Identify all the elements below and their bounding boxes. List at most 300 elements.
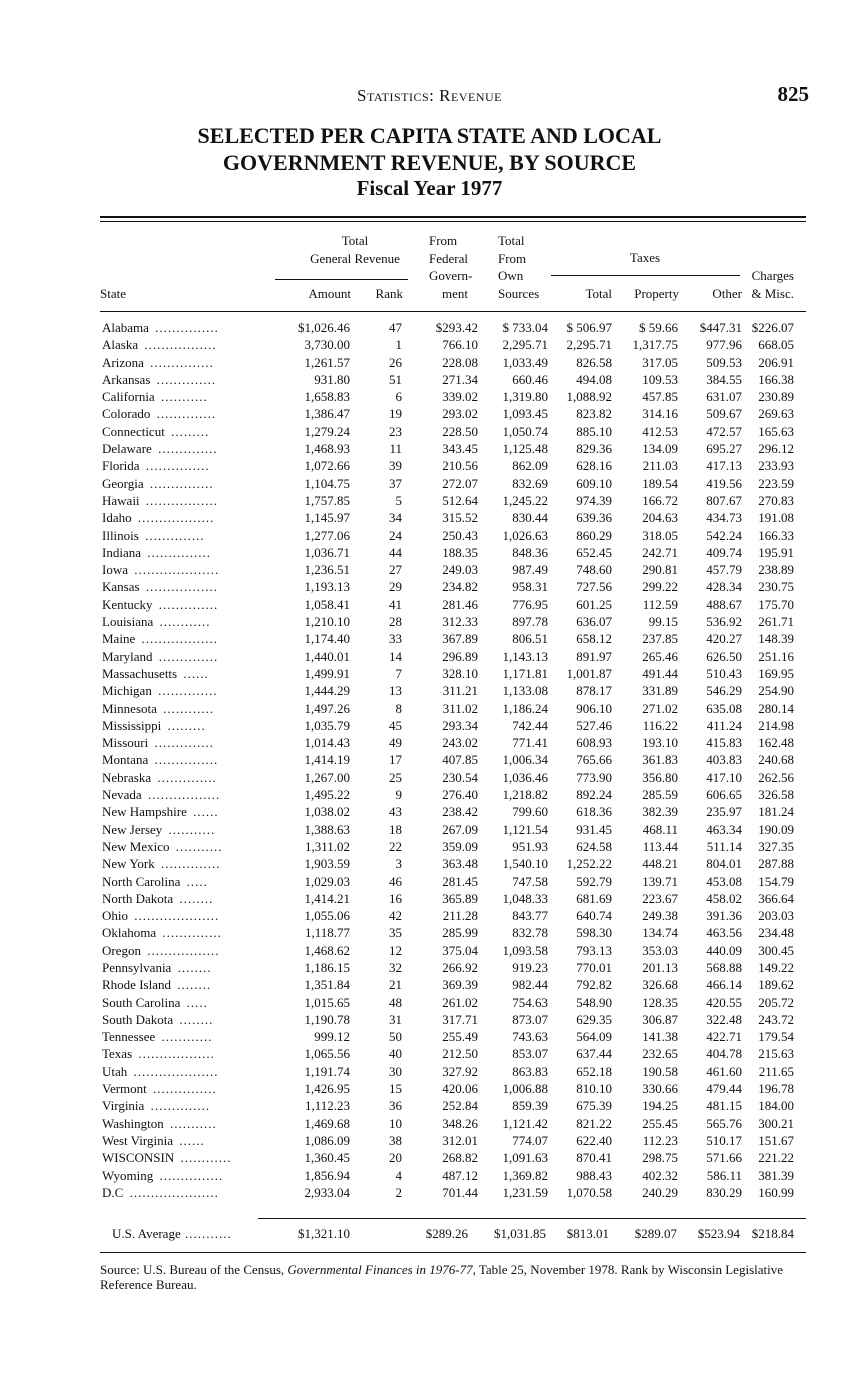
table-cell-federal: 328.10 [442, 665, 478, 681]
table-cell-federal: 296.89 [442, 648, 478, 664]
table-cell-tax-total: 829.36 [576, 441, 612, 457]
table-cell-property: 448.21 [642, 856, 678, 872]
table-cell-amount: 1,856.94 [304, 1167, 350, 1183]
table-cell-other: 409.74 [706, 544, 742, 560]
table-cell-charges: 196.78 [758, 1081, 794, 1097]
table-cell-other: 511.14 [706, 838, 742, 854]
table-cell-own: 771.41 [512, 735, 548, 751]
average-rule [258, 1218, 806, 1219]
table-cell-amount: 1,388.63 [304, 821, 350, 837]
table-row-state: Alaska ................. [102, 337, 217, 353]
table-cell-rank: 12 [389, 942, 402, 958]
table-cell-charges: 162.48 [758, 735, 794, 751]
table-cell-own: 774.07 [512, 1132, 548, 1148]
table-cell-amount: 1,444.29 [304, 683, 350, 699]
table-cell-property: 298.75 [642, 1150, 678, 1166]
table-cell-property: 361.83 [642, 752, 678, 768]
table-cell-other: 586.11 [706, 1167, 742, 1183]
table-cell-amount: 1,065.56 [304, 1046, 350, 1062]
table-cell-rank: 8 [395, 700, 402, 716]
table-cell-amount: 1,072.66 [304, 458, 350, 474]
table-cell-federal: 359.09 [442, 838, 478, 854]
table-cell-other: 571.66 [706, 1150, 742, 1166]
table-cell-other: 420.27 [706, 631, 742, 647]
table-cell-rank: 43 [389, 804, 402, 820]
table-cell-federal: 238.42 [442, 804, 478, 820]
table-cell-tax-total: 1,001.87 [566, 665, 612, 681]
table-cell-charges: 195.91 [758, 544, 794, 560]
table-cell-federal: 268.82 [442, 1150, 478, 1166]
table-row-state: Kansas ................. [102, 579, 219, 595]
table-cell-amount: 1,757.85 [304, 492, 350, 508]
column-tax-total [552, 319, 612, 1201]
table-row-state: North Carolina ..... [102, 873, 208, 889]
table-cell-property: 204.63 [642, 510, 678, 526]
table-cell-rank: 47 [389, 320, 402, 335]
header-rule [100, 311, 806, 312]
table-cell-property: 382.39 [642, 804, 678, 820]
table-cell-rank: 11 [389, 441, 402, 457]
table-cell-other: 626.50 [706, 648, 742, 664]
table-cell-charges: 280.14 [758, 700, 794, 716]
table-cell-charges: 300.45 [758, 942, 794, 958]
table-cell-tax-total: 624.58 [576, 838, 612, 854]
running-head: Statistics: Revenue [357, 86, 502, 105]
table-cell-charges: 223.59 [758, 475, 794, 491]
table-cell-charges: 243.72 [758, 1011, 794, 1027]
table-cell-own: 1,048.33 [502, 890, 548, 906]
table-cell-other: 235.97 [706, 804, 742, 820]
table-cell-federal: 317.71 [442, 1011, 478, 1027]
table-cell-own: 754.63 [512, 994, 548, 1010]
table-row-state: Michigan .............. [102, 683, 218, 699]
table-cell-charges: 233.93 [758, 458, 794, 474]
table-cell-tax-total: 601.25 [576, 596, 612, 612]
table-cell-amount: 1,086.09 [304, 1132, 350, 1148]
header-subrule-taxes [551, 275, 740, 276]
table-cell-charges: 296.12 [758, 441, 794, 457]
table-cell-federal: 312.33 [442, 614, 478, 630]
table-cell-property: 166.72 [642, 492, 678, 508]
table-cell-charges: 211.65 [758, 1063, 794, 1079]
table-cell-charges: 151.67 [758, 1132, 794, 1148]
table-cell-tax-total: 658.12 [576, 631, 612, 647]
table-cell-tax-total: 823.82 [576, 406, 612, 422]
table-cell-amount: 1,279.24 [304, 423, 350, 439]
table-cell-amount: 1,191.74 [304, 1063, 350, 1079]
table-cell-charges: $226.07 [751, 320, 794, 335]
table-cell-amount: 1,277.06 [304, 527, 350, 543]
table-cell-tax-total: 931.45 [576, 821, 612, 837]
table-cell-charges: 254.90 [758, 683, 794, 699]
header-subrule-general [275, 279, 408, 280]
table-cell-rank: 10 [389, 1115, 402, 1131]
table-cell-tax-total: 860.29 [576, 527, 612, 543]
table-cell-own: 660.46 [512, 371, 548, 387]
table-cell-federal: 363.48 [442, 856, 478, 872]
table-row-state: Oklahoma .............. [102, 925, 222, 941]
table-row-state: Wyoming ............... [102, 1167, 224, 1183]
table-cell-property: 139.71 [642, 873, 678, 889]
table-cell-own: 919.23 [512, 959, 548, 975]
table-cell-property: 223.67 [642, 890, 678, 906]
table-cell-amount: 1,351.84 [304, 977, 350, 993]
table-cell-amount: 1,112.23 [304, 1098, 350, 1114]
table-cell-amount: 1,468.93 [304, 441, 350, 457]
table-cell-rank: 48 [389, 994, 402, 1010]
table-cell-own: 1,006.34 [502, 752, 548, 768]
table-cell-rank: 2 [395, 1184, 402, 1200]
table-cell-amount: 2,933.04 [304, 1184, 350, 1200]
table-cell-rank: 22 [389, 838, 402, 854]
table-cell-tax-total: 974.39 [576, 492, 612, 508]
table-cell-charges: 238.89 [758, 562, 794, 578]
table-cell-charges: 287.88 [758, 856, 794, 872]
table-cell-other: 391.36 [706, 908, 742, 924]
table-cell-rank: 35 [389, 925, 402, 941]
table-cell-tax-total: 1,252.22 [566, 856, 612, 872]
table-cell-tax-total: 675.39 [576, 1098, 612, 1114]
average-other: $523.94 [697, 1226, 740, 1241]
table-cell-charges: 184.00 [758, 1098, 794, 1114]
table-cell-other: 420.55 [706, 994, 742, 1010]
top-rule-thin [100, 221, 806, 222]
table-cell-rank: 1 [395, 337, 402, 353]
table-cell-rank: 5 [395, 492, 402, 508]
table-cell-federal: 210.56 [442, 458, 478, 474]
table-row-state: Pennsylvania ........ [102, 959, 212, 975]
table-cell-other: $447.31 [699, 320, 742, 335]
table-cell-own: 1,186.24 [502, 700, 548, 716]
table-cell-charges: 191.08 [758, 510, 794, 526]
column-charges [740, 319, 794, 1201]
table-cell-amount: 1,104.75 [304, 475, 350, 491]
table-row-state: Nevada ................. [102, 787, 221, 803]
table-cell-property: 211.03 [642, 458, 678, 474]
table-cell-tax-total: 2,295.71 [566, 337, 612, 353]
table-cell-rank: 31 [389, 1011, 402, 1027]
table-cell-property: 271.02 [642, 700, 678, 716]
table-cell-amount: 1,311.02 [304, 838, 350, 854]
table-cell-tax-total: 810.10 [576, 1081, 612, 1097]
table-cell-federal: 188.35 [442, 544, 478, 560]
table-cell-property: 193.10 [642, 735, 678, 751]
average-label: U.S. Average ........... [112, 1226, 232, 1241]
table-cell-amount: 1,193.13 [304, 579, 350, 595]
table-cell-charges: 230.75 [758, 579, 794, 595]
table-cell-property: 331.89 [642, 683, 678, 699]
table-cell-rank: 37 [389, 475, 402, 491]
average-own: $1,031.85 [494, 1226, 546, 1241]
table-cell-charges: 205.72 [758, 994, 794, 1010]
table-cell-charges: 189.62 [758, 977, 794, 993]
table-cell-rank: 26 [389, 354, 402, 370]
table-cell-charges: 166.33 [758, 527, 794, 543]
table-cell-other: 509.67 [706, 406, 742, 422]
table-cell-tax-total: 1,088.92 [566, 389, 612, 405]
table-row-state: Missouri .............. [102, 735, 214, 751]
table-cell-rank: 21 [389, 977, 402, 993]
table-cell-charges: 166.38 [758, 371, 794, 387]
table-cell-amount: 1,414.19 [304, 752, 350, 768]
column-rank [370, 319, 402, 1201]
table-cell-charges: 175.70 [758, 596, 794, 612]
header-tax-total: Total [585, 286, 612, 301]
table-cell-tax-total: 622.40 [576, 1132, 612, 1148]
table-row-state: Virginia .............. [102, 1098, 211, 1114]
table-cell-charges: 179.54 [758, 1029, 794, 1045]
table-cell-property: 109.53 [642, 371, 678, 387]
table-cell-property: 402.32 [642, 1167, 678, 1183]
table-cell-federal: 420.06 [442, 1081, 478, 1097]
table-cell-tax-total: 792.82 [576, 977, 612, 993]
table-cell-other: 463.56 [706, 925, 742, 941]
table-row-state: Hawaii ................. [102, 492, 219, 508]
table-cell-tax-total: 1,070.58 [566, 1184, 612, 1200]
table-cell-charges: 181.24 [758, 804, 794, 820]
table-cell-federal: 228.08 [442, 354, 478, 370]
table-row-state: South Dakota ........ [102, 1011, 214, 1027]
table-cell-federal: 311.21 [442, 683, 478, 699]
table-cell-own: 1,036.46 [502, 769, 548, 785]
table-cell-charges: 203.03 [758, 908, 794, 924]
table-cell-own: 862.09 [512, 458, 548, 474]
table-cell-property: 201.13 [642, 959, 678, 975]
table-cell-rank: 24 [389, 527, 402, 543]
table-cell-property: 232.65 [642, 1046, 678, 1062]
table-cell-rank: 33 [389, 631, 402, 647]
table-cell-rank: 3 [395, 856, 402, 872]
table-cell-rank: 40 [389, 1046, 402, 1062]
table-cell-own: 873.07 [512, 1011, 548, 1027]
table-cell-property: 189.54 [642, 475, 678, 491]
table-cell-other: 417.10 [706, 769, 742, 785]
table-cell-federal: 276.40 [442, 787, 478, 803]
table-cell-own: 1,319.80 [502, 389, 548, 405]
table-row-state: Arkansas .............. [102, 371, 217, 387]
table-cell-federal: 369.39 [442, 977, 478, 993]
table-cell-own: 806.51 [512, 631, 548, 647]
table-row-state: Idaho .................. [102, 510, 215, 526]
table-cell-tax-total: 826.58 [576, 354, 612, 370]
table-cell-other: 977.96 [706, 337, 742, 353]
table-cell-own: 1,231.59 [502, 1184, 548, 1200]
table-cell-federal: 348.26 [442, 1115, 478, 1131]
table-cell-rank: 32 [389, 959, 402, 975]
page-number: 825 [777, 82, 809, 106]
table-cell-charges: 160.99 [758, 1184, 794, 1200]
table-cell-property: 194.25 [642, 1098, 678, 1114]
table-cell-own: $ 733.04 [502, 320, 548, 335]
table-cell-charges: 326.58 [758, 787, 794, 803]
table-cell-charges: 221.22 [758, 1150, 794, 1166]
table-cell-amount: 1,236.51 [304, 562, 350, 578]
table-row-state: WISCONSIN ............ [102, 1150, 232, 1166]
table-cell-charges: 381.39 [758, 1167, 794, 1183]
table-cell-rank: 46 [389, 873, 402, 889]
table-cell-other: 542.24 [706, 527, 742, 543]
table-row-state: Montana ............... [102, 752, 219, 768]
table-cell-tax-total: 527.46 [576, 717, 612, 733]
table-cell-own: 1,540.10 [502, 856, 548, 872]
table-cell-other: 568.88 [706, 959, 742, 975]
table-cell-rank: 51 [389, 371, 402, 387]
table-cell-tax-total: 727.56 [576, 579, 612, 595]
table-cell-charges: 214.98 [758, 717, 794, 733]
table-cell-property: 1,317.75 [632, 337, 678, 353]
table-cell-property: 113.44 [642, 838, 678, 854]
table-cell-federal: 293.02 [442, 406, 478, 422]
table-cell-federal: 211.28 [442, 908, 478, 924]
table-row-state: Nebraska .............. [102, 769, 217, 785]
table-cell-own: 1,171.81 [502, 665, 548, 681]
table-cell-property: 99.15 [648, 614, 678, 630]
table-cell-property: 412.53 [642, 423, 678, 439]
table-cell-federal: 766.10 [442, 337, 478, 353]
table-cell-federal: 512.64 [442, 492, 478, 508]
table-cell-amount: 1,174.40 [304, 631, 350, 647]
table-cell-tax-total: 640.74 [576, 908, 612, 924]
table-cell-federal: 367.89 [442, 631, 478, 647]
top-rule [100, 216, 806, 218]
table-cell-rank: 23 [389, 423, 402, 439]
title-line-1: SELECTED PER CAPITA STATE AND LOCAL [197, 123, 662, 148]
table-row-state: Minnesota ............ [102, 700, 215, 716]
header-state: State [100, 286, 126, 301]
table-cell-rank: 41 [389, 596, 402, 612]
table-row-state: New Mexico ........... [102, 838, 223, 854]
table-cell-amount: 1,267.00 [304, 769, 350, 785]
table-cell-own: 982.44 [512, 977, 548, 993]
table-cell-own: 1,121.42 [502, 1115, 548, 1131]
table-cell-own: 832.69 [512, 475, 548, 491]
table-cell-tax-total: 748.60 [576, 562, 612, 578]
table-cell-own: 958.31 [512, 579, 548, 595]
table-cell-property: 330.66 [642, 1081, 678, 1097]
table-cell-own: 1,121.54 [502, 821, 548, 837]
table-cell-own: 1,050.74 [502, 423, 548, 439]
table-row-state: Vermont ............... [102, 1081, 217, 1097]
table-cell-federal: 230.54 [442, 769, 478, 785]
table-cell-federal: 267.09 [442, 821, 478, 837]
table-cell-federal: 281.46 [442, 596, 478, 612]
table-row-state: Ohio .................... [102, 908, 220, 924]
table-cell-rank: 27 [389, 562, 402, 578]
table-row-state: Tennessee ............ [102, 1029, 213, 1045]
table-cell-other: 461.60 [706, 1063, 742, 1079]
table-cell-other: 830.29 [706, 1184, 742, 1200]
table-cell-federal: 250.43 [442, 527, 478, 543]
table-cell-federal: $293.42 [435, 320, 478, 335]
table-cell-other: 417.13 [706, 458, 742, 474]
average-amount: $1,321.10 [298, 1226, 350, 1241]
table-cell-property: 457.85 [642, 389, 678, 405]
table-cell-property: 491.44 [642, 665, 678, 681]
table-cell-own: 1,091.63 [502, 1150, 548, 1166]
table-cell-other: 488.67 [706, 596, 742, 612]
table-cell-federal: 339.02 [442, 389, 478, 405]
table-row-state: Louisiana ............ [102, 614, 211, 630]
table-cell-rank: 39 [389, 458, 402, 474]
table-cell-other: 807.67 [706, 492, 742, 508]
table-cell-tax-total: 878.17 [576, 683, 612, 699]
table-cell-property: 190.58 [642, 1063, 678, 1079]
table-cell-rank: 17 [389, 752, 402, 768]
table-cell-federal: 327.92 [442, 1063, 478, 1079]
table-cell-amount: $1,026.46 [298, 320, 350, 335]
table-cell-amount: 1,036.71 [304, 544, 350, 560]
table-cell-rank: 14 [389, 648, 402, 664]
average-federal: $289.26 [425, 1226, 468, 1241]
table-cell-amount: 1,035.79 [304, 717, 350, 733]
table-cell-property: 306.87 [642, 1011, 678, 1027]
table-row-state: Connecticut ......... [102, 423, 210, 439]
table-cell-own: 843.77 [512, 908, 548, 924]
table-cell-own: 897.78 [512, 614, 548, 630]
table-title [0, 122, 859, 176]
table-cell-own: 951.93 [512, 838, 548, 854]
column-federal [414, 319, 478, 1201]
table-cell-own: 743.63 [512, 1029, 548, 1045]
table-cell-tax-total: 870.41 [576, 1150, 612, 1166]
table-cell-charges: 169.95 [758, 665, 794, 681]
table-cell-own: 742.44 [512, 717, 548, 733]
table-cell-property: 314.16 [642, 406, 678, 422]
table-cell-tax-total: 636.07 [576, 614, 612, 630]
table-cell-own: 747.58 [512, 873, 548, 889]
table-cell-tax-total: 681.69 [576, 890, 612, 906]
table-cell-tax-total: 609.10 [576, 475, 612, 491]
table-cell-rank: 13 [389, 683, 402, 699]
table-cell-rank: 6 [395, 389, 402, 405]
table-cell-rank: 16 [389, 890, 402, 906]
table-cell-amount: 1,014.43 [304, 735, 350, 751]
table-cell-amount: 1,190.78 [304, 1011, 350, 1027]
table-cell-own: 1,143.13 [502, 648, 548, 664]
table-cell-amount: 1,658.83 [304, 389, 350, 405]
table-cell-rank: 30 [389, 1063, 402, 1079]
table-cell-tax-total: 988.43 [576, 1167, 612, 1183]
table-cell-charges: 148.39 [758, 631, 794, 647]
table-cell-property: 290.81 [642, 562, 678, 578]
table-row-state: D.C ..................... [102, 1184, 219, 1200]
table-cell-own: 1,093.45 [502, 406, 548, 422]
table-cell-rank: 34 [389, 510, 402, 526]
table-cell-tax-total: 821.22 [576, 1115, 612, 1131]
table-cell-charges: 215.63 [758, 1046, 794, 1062]
title-line-2: GOVERNMENT REVENUE, BY SOURCE [222, 150, 637, 175]
table-cell-amount: 931.80 [314, 371, 350, 387]
table-cell-other: 510.43 [706, 665, 742, 681]
table-row-state: Delaware .............. [102, 441, 218, 457]
table-cell-property: 468.11 [642, 821, 678, 837]
table-cell-property: 326.68 [642, 977, 678, 993]
table-cell-property: 255.45 [642, 1115, 678, 1131]
table-cell-tax-total: 629.35 [576, 1011, 612, 1027]
table-cell-other: 457.79 [706, 562, 742, 578]
table-cell-federal: 315.52 [442, 510, 478, 526]
source-footnote: Source: U.S. Bureau of the Census, Governmental Finances in 1976-77, Table 25, November 1978. Rank by Wisconsin Legislative Reference Bureau. [100, 1262, 784, 1292]
table-cell-own: 776.95 [512, 596, 548, 612]
table-row-state: Arizona ............... [102, 354, 214, 370]
table-cell-amount: 1,210.10 [304, 614, 350, 630]
table-cell-tax-total: 618.36 [576, 804, 612, 820]
table-cell-property: 317.05 [642, 354, 678, 370]
table-cell-other: 419.56 [706, 475, 742, 491]
table-cell-amount: 1,499.91 [304, 665, 350, 681]
table-cell-federal: 234.82 [442, 579, 478, 595]
table-cell-amount: 1,015.65 [304, 994, 350, 1010]
